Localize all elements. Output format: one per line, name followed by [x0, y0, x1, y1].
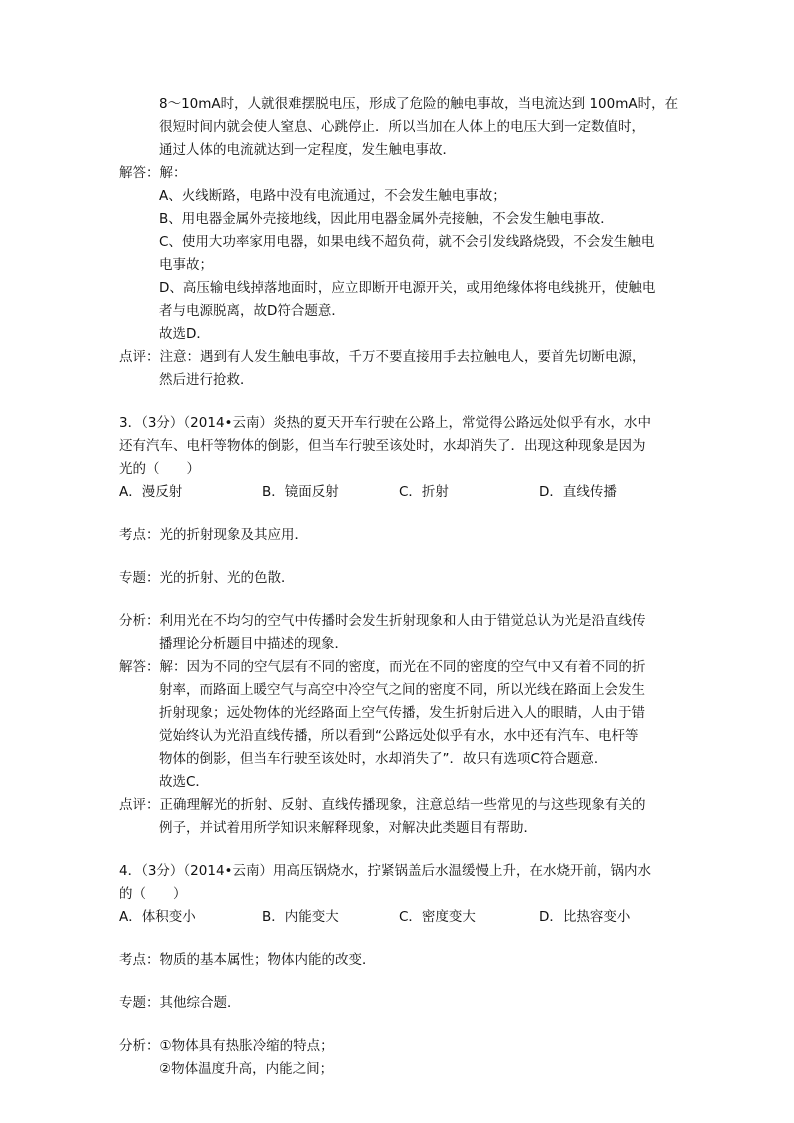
answer-line: 觉始终认为光沿直线传播，所以看到“公路远处似乎有水，水中还有汽车、电杆等	[159, 728, 639, 744]
question-stem-line: 还有汽车、电杆等物体的倒影，但当车行驶至该处时，水却消失了．出现这种现象是因为	[119, 438, 646, 454]
comment-line: 点评：注意：遇到有人发生触电事故，千万不要直接用手去拉触电人，要首先切断电源，	[119, 349, 646, 365]
answer-line: D、高压输电线掉落地面时，应立即断开电源开关，或用绝缘体将电线挑开，使触电	[159, 280, 656, 296]
question-stem-line: 3．（3分）（2014•云南）炎热的夏天开车行驶在公路上，常觉得公路远处似乎有水，水中	[119, 415, 651, 431]
answer-label: 解答：解：	[119, 165, 187, 181]
spacer	[119, 392, 679, 412]
answer-line: 折射现象；远处物体的光经路面上空气传播，发生折射后进入人的眼睛，人由于错	[159, 705, 645, 721]
option-b: B．镜面反射	[262, 484, 339, 500]
question-4	[119, 860, 679, 1081]
answer-line: 电事故；	[159, 257, 213, 273]
question-3	[119, 412, 679, 840]
answer-line: 故选D．	[159, 326, 210, 342]
answer-line: A、火线断路，电路中没有电流通过，不会发生触电事故；	[159, 188, 506, 204]
zhuanti-line: 专题：其他综合题．	[119, 995, 241, 1011]
question-options	[119, 481, 679, 504]
option-b: B．内能变大	[262, 909, 339, 925]
comment-line: 点评：正确理解光的折射、反射、直线传播现象，注意总结一些常见的与这些现象有关的	[119, 797, 646, 813]
kaodian-line: 考点：物质的基本属性；物体内能的改变．	[119, 952, 376, 968]
option-c: C．密度变大	[399, 909, 476, 925]
answer-line: 解答：解：因为不同的空气层有不同的密度，而光在不同的密度的空气中又有着不同的折	[119, 659, 646, 675]
answer-line: 者与电源脱离，故D符合题意．	[159, 303, 345, 319]
analysis-line: 分析：①物体具有热胀冷缩的特点；	[119, 1038, 334, 1054]
question-stem-line: 4．（3分）（2014•云南）用高压锅烧水，拧紧锅盖后水温缓慢上升，在水烧开前，锅内水	[119, 863, 651, 879]
page-content	[119, 93, 679, 1081]
answer-line: B、用电器金属外壳接地线，因此用电器金属外壳接触，不会发生触电事故．	[159, 211, 614, 227]
continuation-line: 通过人体的电流就达到一定程度，发生触电事故．	[159, 142, 456, 158]
option-d: D．比热容变小	[539, 909, 631, 925]
analysis-line: ②物体温度升高，内能之间；	[159, 1061, 334, 1077]
answer-line: 物体的倒影，但当车行驶至该处时，水却消失了”．故只有选项C符合题意．	[159, 751, 608, 767]
question-stem-line: 光的（ ）	[119, 461, 200, 477]
answer-line: 射率，而路面上暖空气与高空中冷空气之间的密度不同，所以光线在路面上会发生	[159, 682, 645, 698]
question-options	[119, 906, 679, 929]
option-c: C．折射	[399, 484, 449, 500]
previous-question-continuation	[119, 93, 679, 392]
zhuanti-line: 专题：光的折射、光的色散．	[119, 570, 295, 586]
analysis-line: 播理论分析题目中描述的现象．	[159, 636, 348, 652]
continuation-line: 很短时间内就会使人窒息、心跳停止．所以当加在人体上的电压大到一定数值时，	[159, 119, 645, 135]
answer-line: C、使用大功率家用电器，如果电线不超负荷，就不会引发线路烧毁，不会发生触电	[159, 234, 655, 250]
analysis-line: 分析：利用光在不均匀的空气中传播时会发生折射现象和人由于错觉总认为光是沿直线传	[119, 613, 646, 629]
kaodian-line: 考点：光的折射现象及其应用．	[119, 527, 308, 543]
option-a: A．体积变小	[119, 909, 196, 925]
answer-line: 故选C．	[159, 774, 209, 790]
option-a: A．漫反射	[119, 484, 183, 500]
comment-line: 然后进行抢救．	[159, 372, 254, 388]
continuation-line: 8～10mA时，人就很难摆脱电压，形成了危险的触电事故，当电流达到 100mA时，在	[159, 96, 679, 112]
option-d: D．直线传播	[539, 484, 617, 500]
question-stem-line: 的（ ）	[119, 886, 187, 902]
spacer	[119, 840, 679, 860]
comment-line: 例子，并试着用所学知识来解释现象，对解决此类题目有帮助．	[159, 820, 537, 836]
